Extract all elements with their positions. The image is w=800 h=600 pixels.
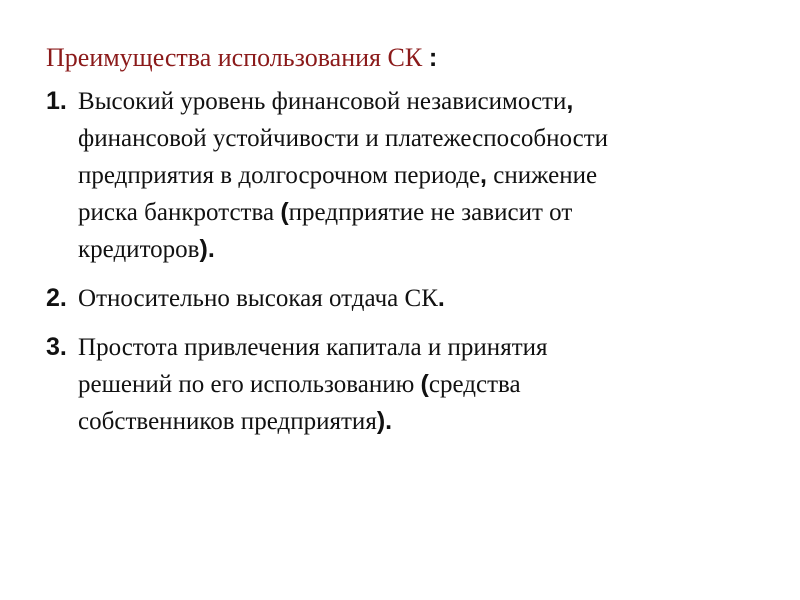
list-item-line: Относительно высокая отдача СК. bbox=[78, 284, 445, 312]
slide-content bbox=[46, 40, 766, 452]
list-item-line: риска банкротства (предприятие не зависит от bbox=[78, 198, 573, 226]
list-item-line: кредиторов). bbox=[78, 235, 215, 263]
list-item-line: Высокий уровень финансовой независимости, bbox=[78, 87, 574, 115]
list-item-number: 3. bbox=[46, 333, 67, 361]
list-item-line: предприятия в долгосрочном периоде, снижение bbox=[78, 161, 598, 189]
list-item-line: Простота привлечения капитала и принятия bbox=[78, 334, 548, 361]
list-item-number: 1. bbox=[46, 87, 67, 115]
list-item-1 bbox=[46, 83, 766, 268]
list-item-number: 2. bbox=[46, 284, 67, 312]
list-item-line: собственников предприятия). bbox=[78, 407, 393, 435]
slide-title-colon: : bbox=[428, 42, 438, 72]
list-item-line: финансовой устойчивости и платежеспособности bbox=[78, 125, 609, 152]
list-item-line: решений по его использованию (средства bbox=[78, 370, 521, 398]
list-item-2 bbox=[46, 280, 766, 317]
slide-title bbox=[46, 40, 766, 75]
list-item-3 bbox=[46, 329, 766, 440]
slide-title-text: Преимущества использования СК bbox=[46, 43, 423, 72]
